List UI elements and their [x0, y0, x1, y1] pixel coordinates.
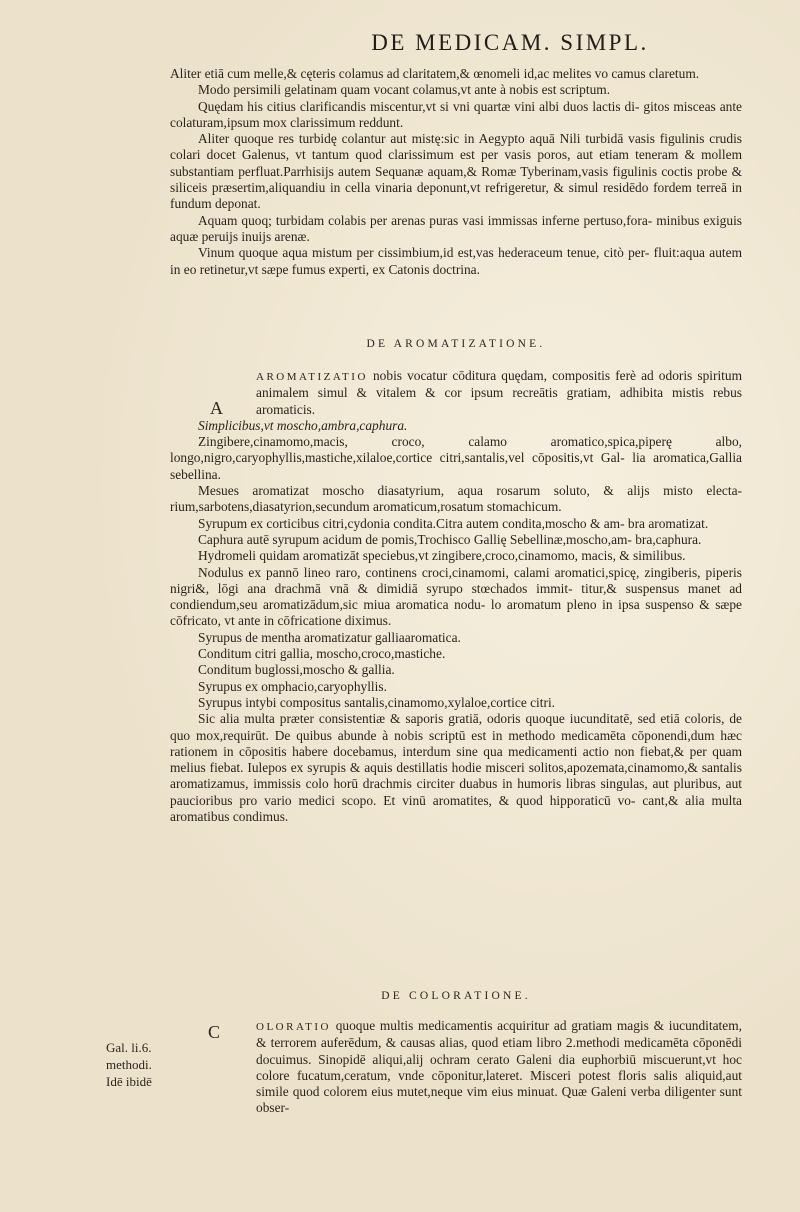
lead-word: AROMATIZATIO [256, 371, 368, 383]
intro-paragraph: Modo persimili gelatinam quam vocant colamus,vt ante à nobis est scriptum. [198, 82, 611, 98]
intro-paragraph: Aliter quoque res turbidę colantur aut mistę:sic in Aegypto aquā Nili turbidā vasis figulinis crudis colari docet Galenus, vt tantum quod clarissimum est per vasis poros, aut etiam teneram & mollem substantiam perfluat.Parrhisijs autem Sequanæ aquam,& Romæ Tyberinam,vasis figulinis coctis probe & siliceis præsertim,aliquandiu in cella vinaria deponunt,vt refrigeretur, & simul residēdo fordem terreā in fundum deponat. [170, 131, 742, 212]
drop-cap-a: A [210, 398, 223, 418]
aromatizatione-paragraph: Syrupum ex corticibus citri,cydonia condita.Citra autem condita,moscho & am- bra aromatizat. [198, 515, 709, 531]
aromatizatione-paragraph: Syrupus de mentha aromatizatur galliaaromatica. [198, 629, 461, 645]
page-title: DE MEDICAM. SIMPL. [371, 30, 649, 55]
coloratione-text: quoque multis medicamentis acquiritur ad gratiam magis & iucunditatem, & terrorem auferēdum, & causas alias, quod etiam libro 2.methodi medicamēta cōponēdi docuimus. Sinopidē aliqui,alij ochram cerato Galeni dia euphorbiū miscuerunt,vt hoc colore fucatum,ceratum, vnde cōponitur,lateret. Misceri potest floris salis aliquid,aut simile quod colorem eius mutet,neque vim eius minuat. Quæ Galeni verba diligenter sunt obser- [256, 1018, 742, 1116]
aromatizatione-paragraph: Conditum citri gallia, moscho,croco,mastiche. [198, 646, 446, 662]
aromatizatione-paragraph: Sic alia multa præter consistentiæ & saporis gratiā, odoris quoque iucunditatē, sed etiā coloris, de quo mox,requirūt. De quibus abunde à nobis scriptū est in methodo medicamēta cōponendi,dum hæc rationem in cōpositis habere docebamus, interdum sine qua medicamenti actio non fiebat,& per quam melius fiebat. Iulepos ex syrupis & aquis destillatis hodie misceri solitos,apozemata,cinamomo,& santalis aromatizamus, immissis colo horū drachmis circiter duabus in humoris libras singulas, aut pluribus, aut paucioribus pro vario medici scopo. Et vinū aromatites, & quod hipporaticū vo- cant,& alia multa aromatibus condimus. [170, 711, 742, 825]
coloratione-block [170, 1018, 742, 1117]
aromatizatione-paragraph: Hydromeli quidam aromatizāt speciebus,vt zingibere,croco,cinamomo, macis, & similibus. [198, 548, 686, 564]
aromatizatione-block [170, 368, 742, 825]
intro-paragraph: Quędam his citius clarificandis miscentur,vt si vni quartæ vini albi duos lactis di- gitos misceas ante colaturam,ipsum mox clarissimum reddunt. [170, 98, 742, 130]
aromatizatione-paragraph: Caphura autē syrupum acidum de pomis,Trochisco Gallię Sebellinæ,moscho,am- bra,caphura. [198, 531, 702, 547]
intro-block [170, 66, 742, 278]
intro-paragraph: Aliter etiā cum melle,& cęteris colamus ad claritatem,& œnomeli id,ac melites vo camus claretum. [170, 66, 700, 81]
section-heading-aromatizatione: DE AROMATIZATIONE. [366, 338, 546, 350]
drop-cap-c: C [208, 1022, 221, 1042]
running-head [0, 30, 800, 56]
aromatizatione-paragraph: Simplicibus,vt moscho,ambra,caphura. [198, 417, 408, 433]
opening-text: nobis vocatur cōditura quędam, compositis ferè ad odoris spiritum animalem simul & vitalem & cor ipsum recreātis gratiam, adhibita mistis rebus aromaticis. [256, 368, 742, 417]
aromatizatione-paragraph: Nodulus ex pannō lineo raro, continens croci,cinamomi, calami aromatici,spicę, zingiberis, piperis nigri&, lōgi ana drachmā vnā & dimidiā syrupo stœchados immit- titur,& suspensus manet ad condiendum,seu aromatizādum,sic miua aromatica nodu- lo aromatum pleno in ipsa suspenso & sæpe cōfricato, vt ante in cōfricatione diximus. [170, 564, 742, 629]
margin-note: Gal. li.6. [106, 1040, 152, 1055]
aromatizatione-paragraph: Syrupus ex omphacio,caryophyllis. [198, 678, 387, 694]
aromatizatione-paragraph: Zingibere,cinamomo,macis, croco, calamo aromatico,spica,piperę albo, longo,nigro,caryophyllis,mastiche,xilaloe,cortice citri,santalis,vel cōpositis,vt Gal- lia aromatica,Gallia sebellina. [170, 434, 742, 482]
aromatizatione-paragraph: Mesues aromatizat moscho diasatyrium, aqua rosarum soluto, & alijs misto electa- rium,sarbotens,diasatyrion,secundum aromaticum,rosatum stomachicum. [170, 483, 742, 515]
lead-word: OLORATIO [256, 1021, 331, 1033]
coloratione-paragraph [170, 1018, 742, 1117]
margin-note: methodi. [106, 1057, 152, 1072]
aromatizatione-paragraph: Syrupus intybi compositus santalis,cinamomo,xylaloe,cortice citri. [198, 694, 556, 710]
margin-note: Idē ibidē [106, 1074, 152, 1089]
aromatizatione-paragraph: Conditum buglossi,moscho & gallia. [198, 662, 395, 678]
aromatizatione-opening [170, 368, 742, 418]
section-heading-coloratione: DE COLORATIONE. [381, 990, 531, 1002]
intro-paragraph: Aquam quoq; turbidam colabis per arenas puras vasi immissas inferne pertuso,fora- minibus exiguis aquæ peruijs inuijs arenæ. [170, 212, 742, 244]
intro-paragraph: Vinum quoque aqua mistum per cissimbium,id est,vas hederaceum tenue, citò per- fluit:aqua autem in eo retinetur,vt sæpe fumus experti, ex Catonis doctrina. [170, 245, 742, 277]
